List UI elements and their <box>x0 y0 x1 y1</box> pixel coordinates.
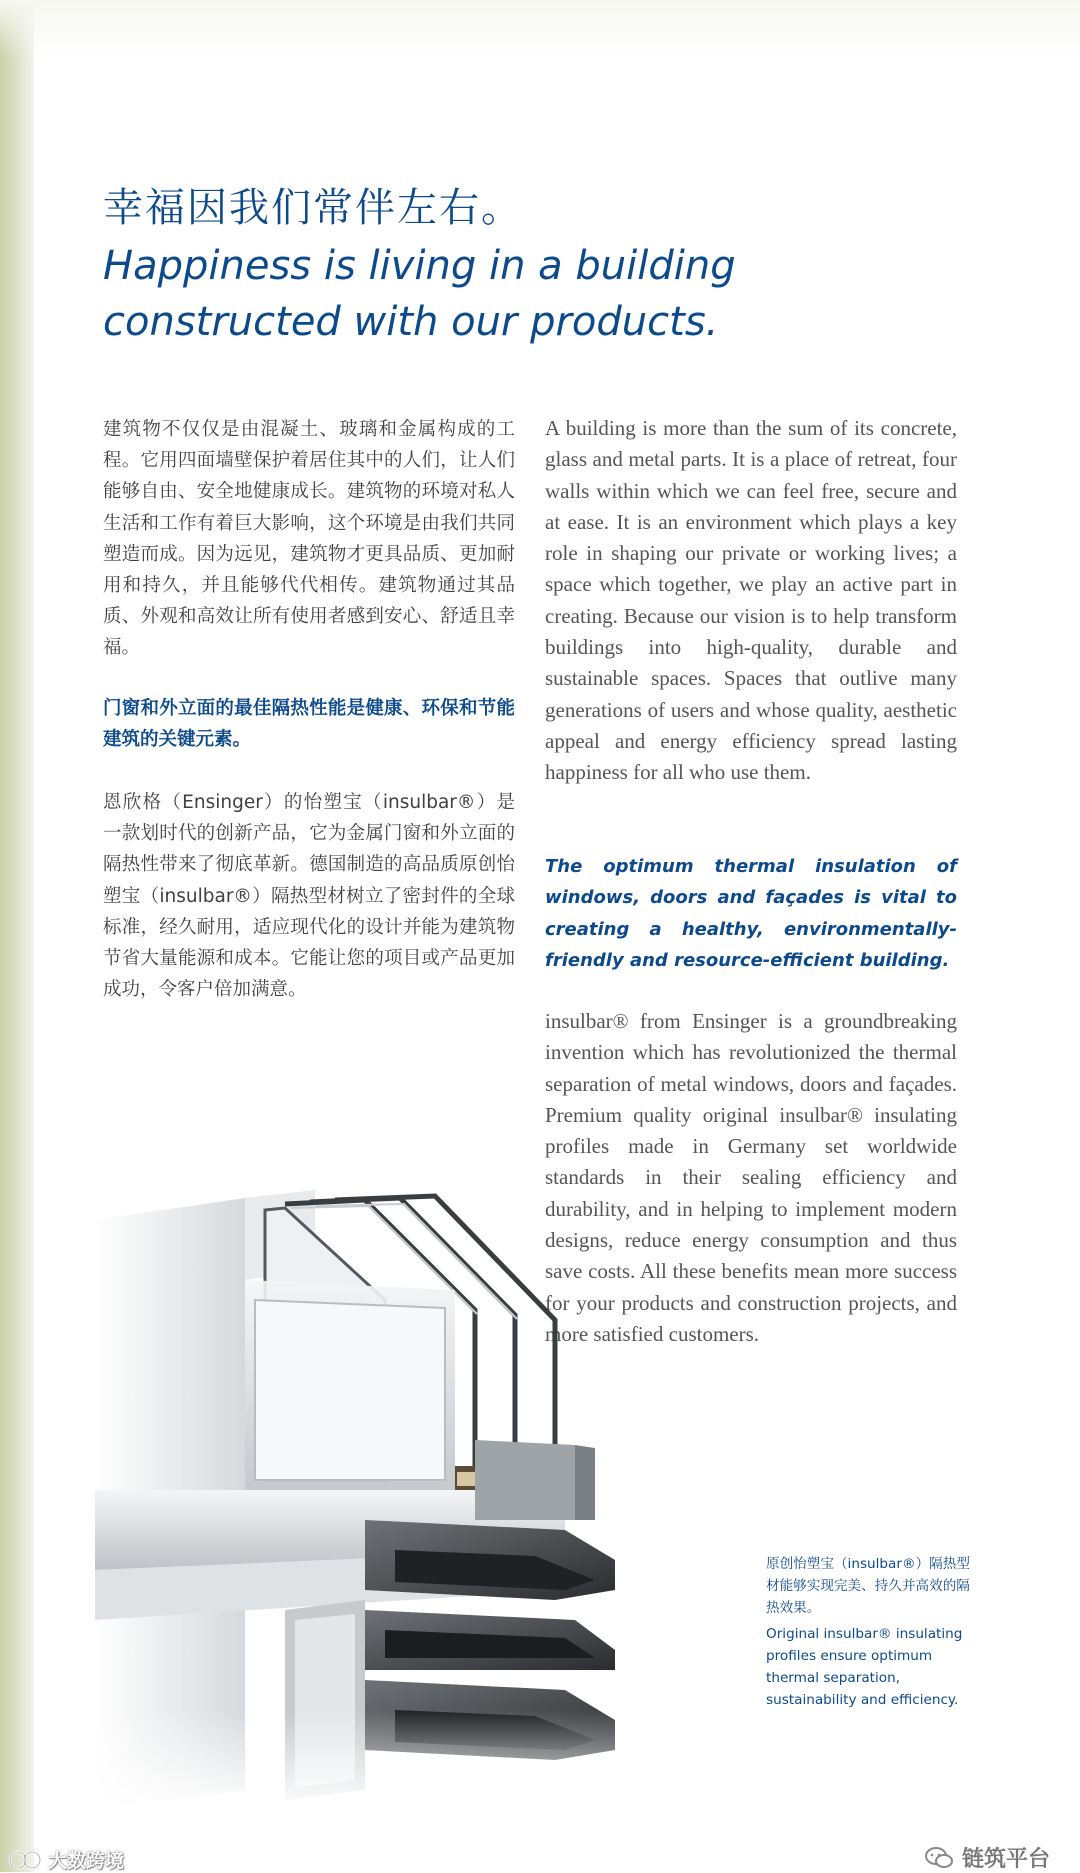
heading-en <box>103 238 743 350</box>
watermark-right-text: 链筑平台 <box>961 1847 1050 1872</box>
caption-cn: 原创怡塑宝（insulbar®）隔热型材能够实现完美、持久并高效的隔热效果。 <box>766 1556 970 1616</box>
watermark-right <box>924 1842 1050 1873</box>
heading-en-line2: constructed with our products. <box>103 299 719 345</box>
en-paragraph-insulbar: insulbar® from Ensinger is a groundbreaking invention which has revolutionized the thermal separation of metal windows, doors and façades. Premium quality original insulbar® insulating profiles made in Germany set worldwide standards in their sealing efficiency and durability, and in helping to implement modern designs, reduce energy consumption and thus save costs. All these benefits mean more success for your products and construction projects, and more satisfied customers. <box>545 1009 957 1346</box>
cn-paragraph-insulbar: 恩欣格（Ensinger）的怡塑宝（insulbar®）是一款划时代的创新产品，它为金属门窗和外立面的隔热性带来了彻底革新。德国制造的高品质原创怡塑宝（insulbar®）隔热型材树立了密封件的全球标准，经久耐用，适应现代化的设计并能为建筑物节省大量能源和成本。它能让您的项目或产品更加成功，令客户倍加满意。 <box>103 792 515 1001</box>
en-paragraph-intro: A building is more than the sum of its concrete, glass and metal parts. It is a place of retreat, four walls within which we can feel free, secure and at ease. It is an environment which plays a key role in shaping our private or working lives; a space which together, we play an active part in creating. Because our vision is to help transform buildings into high-quality, durable and sustainable spaces. Spaces that outlive many generations of users and whose quality, aesthetic appeal and energy efficiency spread lasting happiness for all who use them. <box>545 416 957 785</box>
watermark-left <box>8 1846 124 1873</box>
watermark-logo-icon <box>8 1849 42 1871</box>
watermark-left-text: 大数跨境 <box>48 1850 125 1872</box>
page-edge-shadow <box>0 0 34 1872</box>
page-top-shade <box>0 0 1080 60</box>
cn-highlight: 门窗和外立面的最佳隔热性能是健康、环保和节能建筑的关键元素。 <box>103 698 515 751</box>
cn-paragraph-intro: 建筑物不仅仅是由混凝土、玻璃和金属构成的工程。它用四面墙壁保护着居住其中的人们，让人们能够自由、安全地健康成长。建筑物的环境对私人生活和工作有着巨大影响，这个环境是由我们共同塑造而成。因为远见，建筑物才更具品质、更加耐用和持久，并且能够代代相传。建筑物通过其品质、外观和高效让所有使用者感到安心、舒适且幸福。 <box>103 419 515 659</box>
window-profile-illustration <box>95 1190 735 1810</box>
wechat-icon <box>924 1846 954 1870</box>
caption-en: Original insulbar® insulating profiles ensure optimum thermal separation, sustainability and efficiency. <box>766 1626 963 1708</box>
heading-en-line1: Happiness is living in a building <box>103 243 736 289</box>
heading-cn: 幸福因我们常伴左右。 <box>103 185 523 231</box>
en-highlight: The optimum thermal insulation of windows, doors and façades is vital to creating a healthy, environmentally-friendly and resource-efficient building. <box>545 856 957 971</box>
